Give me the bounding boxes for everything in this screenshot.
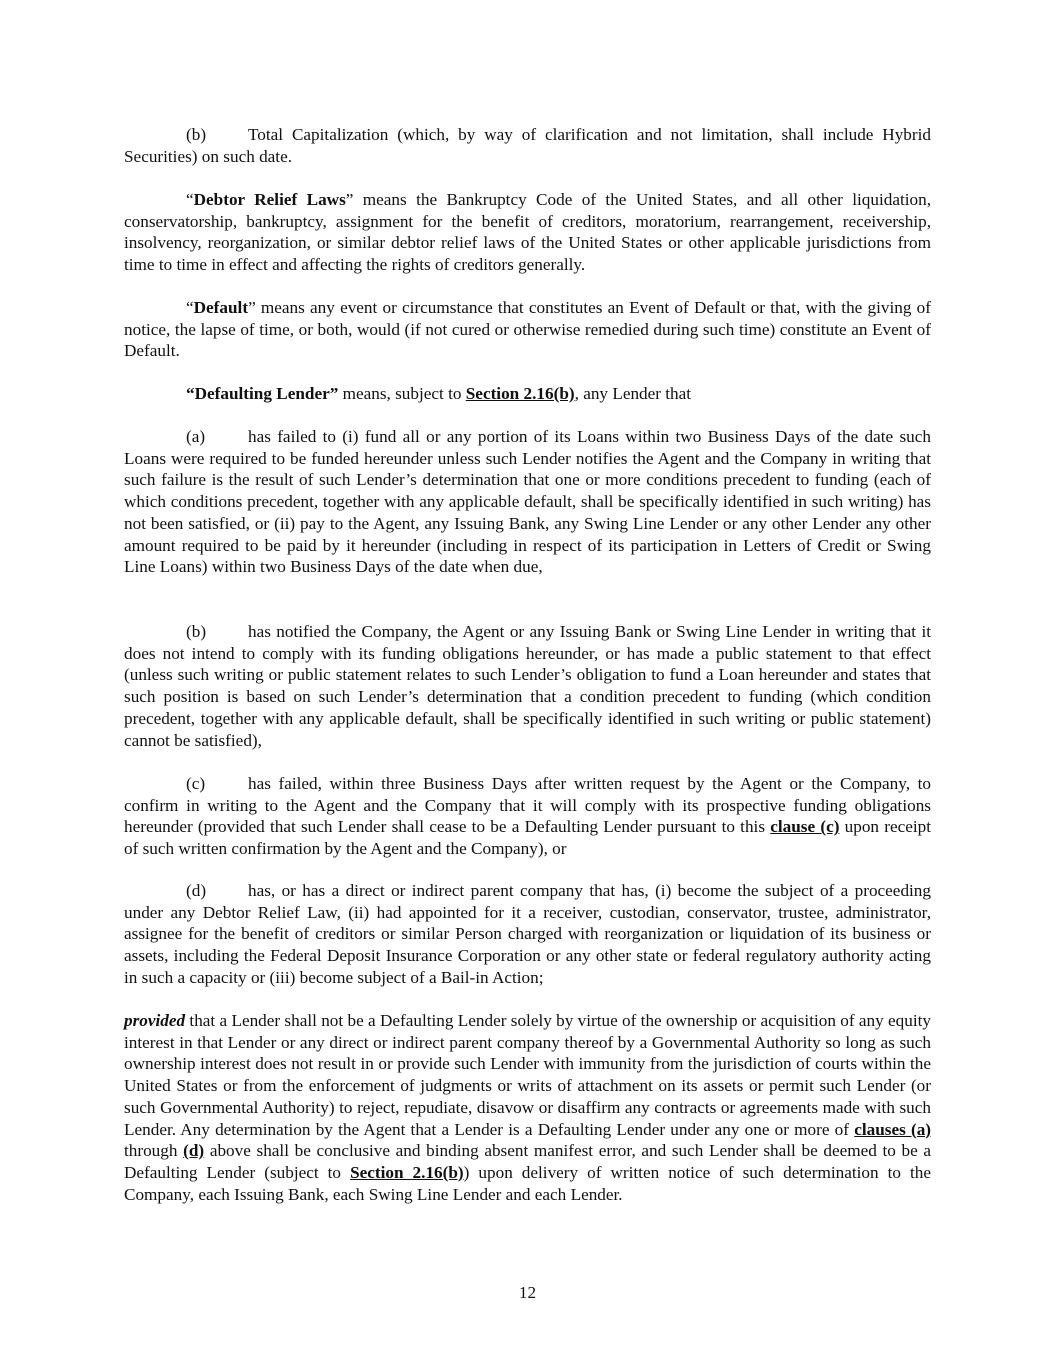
clause-text: has, or has a direct or indirect parent company that has, (i) become the subject of a proceeding under any Debtor Relief Law, (ii) had appointed for it a receiver, custodian, conservator, trustee, administrator, assignee for the benefit of creditors or similar Person charged with reorganization or liquidation of its business or assets, including the Federal Deposit Insurance Corporation or any other state or federal regulatory authority acting in such a capacity or (iii) become subject of a Bail-in Action; [124, 881, 931, 987]
clause-reference: clauses (a) [854, 1119, 932, 1139]
clause-text: has notified the Company, the Agent or any Issuing Bank or Swing Line Lender in writing that it does not intend to comply with its funding obligations hereunder, or has made a public statement to that effect (unless such writing or public statement relates to such Lender’s obligation to fund a Loan hereunder and states that such position is based on such Lender’s determination that a condition precedent to funding (which condition precedent, together with any applicable default, shall be specifically identified in such writing or public statement) cannot be satisfied), [124, 622, 931, 750]
definition-text: means, subject to [338, 384, 466, 403]
paragraph-total-capitalization [124, 124, 931, 167]
proviso-text: that a Lender shall not be a Defaulting Lender solely by virtue of the ownership or acquisition of any equity interest in that Lender or any direct or indirect parent company thereof by a Governmental Authority so long as such ownership interest does not result in or provide such Lender with immunity from the jurisdiction of courts within the United States or from the enforcement of judgments or writs of attachment on its assets or permit such Lender (or such Governmental Authority) to reject, repudiate, disavow or disaffirm any contracts or agreements made with such Lender. Any determination by the Agent that a Lender is a Defaulting Lender under any one or more of [124, 1011, 931, 1139]
clause-b [124, 621, 931, 751]
defined-term: Debtor Relief Laws [193, 190, 346, 209]
clause-label: (b) [186, 622, 207, 641]
definition-text: ” means the Bankruptcy Code of the United States, and all other liquidation, conservatorship, bankruptcy, assignment for the benefit of creditors, moratorium, rearrangement, receivership, insolvency, reorganization, or similar debtor relief laws of the United States or other applicable jurisdictions from time to time in effect and affecting the rights of creditors generally. [124, 190, 931, 275]
proviso-lead: provided [124, 1011, 186, 1030]
section-reference: Section 2.16(b) [465, 384, 575, 403]
definition-default [124, 297, 931, 362]
proviso-text: ) upon delivery of written notice of such determination to the Company, each Issuing Bank, each Swing Line Lender and each Lender. [124, 1162, 931, 1204]
clause-label: (b) [186, 125, 207, 144]
clause-text: has failed, within three Business Days after written request by the Agent or the Company, to confirm in writing to the Agent and the Company that it will comply with its prospective funding obligations hereunder (provided that such Lender shall cease to be a Defaulting Lender pursuant to this [124, 774, 931, 837]
clause-text: has failed to (i) fund all or any portion of its Loans within two Business Days of the date such Loans were required to be funded hereunder unless such Lender notifies the Agent and the Company in writing that such failure is the result of such Lender’s determination that one or more conditions precedent to funding (each of which conditions precedent, together with any applicable default, shall be specifically identified in such writing) has not been satisfied, or (ii) pay to the Agent, any Issuing Bank, any Swing Line Lender or any other Lender any other amount required to be paid by it hereunder (including in respect of its participation in Letters of Credit or Swing Line Loans) within two Business Days of the date when due, [124, 427, 931, 577]
definition-text: , any Lender that [574, 384, 692, 403]
clause-label: (d) [186, 881, 207, 900]
paragraph-text: Total Capitalization (which, by way of clarification and not limitation, shall include Hybrid Securities) on such date. [124, 125, 931, 166]
clause-label: (c) [186, 774, 206, 793]
proviso-paragraph [124, 1010, 931, 1205]
clause-reference: (d) [183, 1141, 205, 1161]
definition-defaulting-lender [124, 383, 931, 405]
defined-term: “Defaulting Lender” [186, 384, 339, 403]
definition-text: ” means any event or circumstance that constitutes an Event of Default or that, with the giving of notice, the lapse of time, or both, would (if not cured or otherwise remedied during such time) constitute an Event of Default. [124, 298, 931, 361]
proviso-text: above shall be conclusive and binding absent manifest error, and such Lender shall be deemed to be a Defaulting Lender (subject to [124, 1141, 931, 1182]
page-number: 12 [518, 1283, 537, 1302]
section-reference: Section 2.16(b) [350, 1162, 464, 1182]
quote-open: “ [186, 190, 194, 209]
proviso-text: through [124, 1141, 184, 1161]
definition-debtor-relief-laws [124, 189, 931, 276]
clause-c [124, 773, 931, 860]
clause-d [124, 880, 931, 989]
quote-open: “ [186, 298, 194, 317]
clause-reference: clause (c) [770, 817, 840, 837]
defined-term: Default [193, 298, 249, 317]
clause-a [124, 426, 931, 578]
clause-label: (a) [186, 427, 206, 446]
clause-text: upon receipt of such written confirmation by the Agent and the Company), or [124, 817, 931, 859]
